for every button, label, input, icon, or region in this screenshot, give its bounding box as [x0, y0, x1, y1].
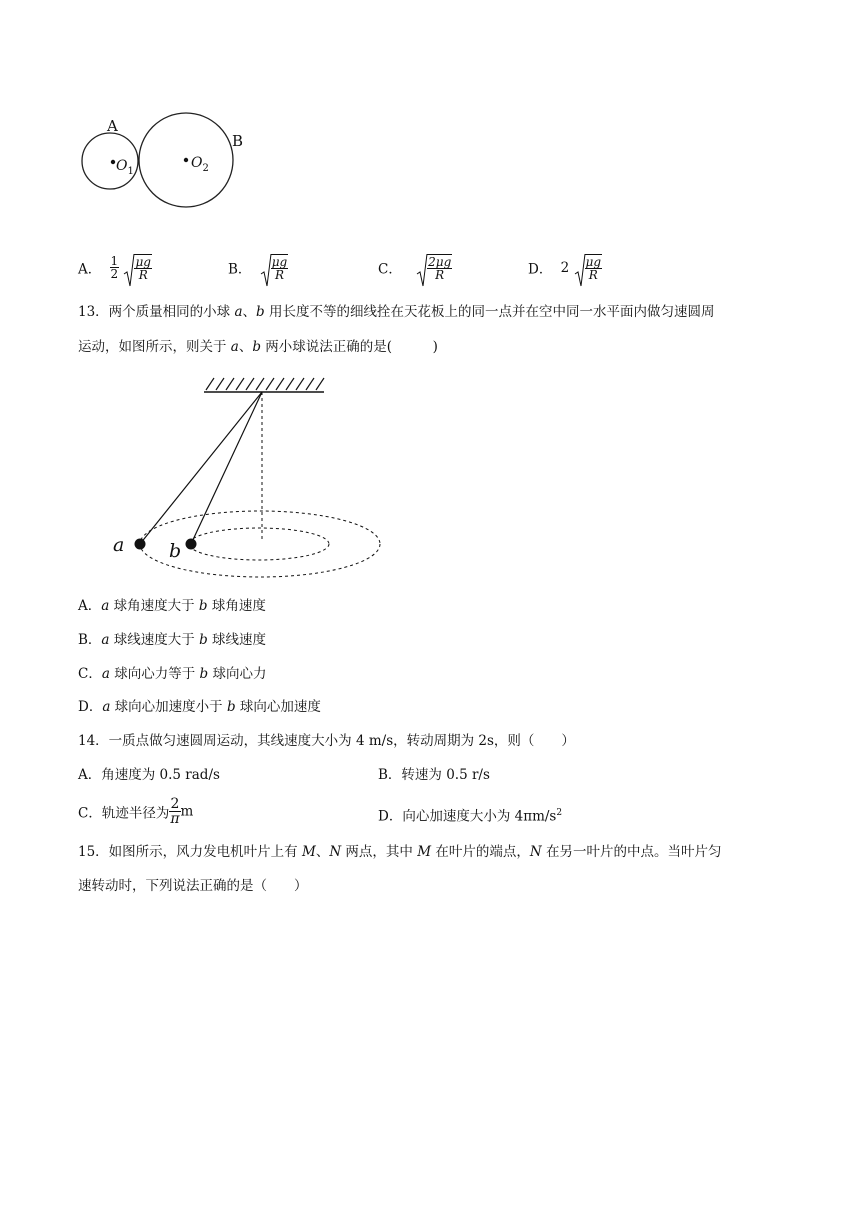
- radical-sign-icon: [416, 252, 428, 290]
- radical: [123, 254, 151, 281]
- q15-stem-line2: 速转动时，下列说法正确的是（ ）: [78, 878, 308, 894]
- radical-numerator: μg: [585, 255, 601, 269]
- coef-denominator: 2: [110, 267, 119, 281]
- circle-b-label: B: [232, 132, 244, 150]
- q12-option-d[interactable]: [528, 254, 602, 281]
- radical-denominator: R: [274, 268, 284, 282]
- q13-option-a[interactable]: A．a 球角速度大于 b 球角速度: [78, 598, 266, 614]
- option-letter: D．: [528, 261, 553, 278]
- q13-option-d[interactable]: D．a 球向心加速度小于 b 球向心加速度: [78, 699, 321, 715]
- q13-option-c[interactable]: C．a 球向心力等于 b 球向心力: [78, 666, 267, 682]
- ball-b: [186, 539, 197, 550]
- q13-stem-line2: 运动，如图所示，则关于 a、b 两小球说法正确的是( ): [78, 339, 438, 355]
- q12-option-a[interactable]: [78, 254, 152, 281]
- center-o2-label: $O_2$: [191, 155, 209, 174]
- radical-denominator: R: [138, 268, 148, 282]
- coefficient: 2: [560, 259, 570, 276]
- radical: [260, 254, 288, 281]
- tangent-circles-diagram: [76, 112, 256, 212]
- q14-stem: 14．一质点做匀速圆周运动，其线速度大小为 4 m/s，转动周期为 2s，则（ ）: [78, 733, 575, 749]
- radical-denominator: R: [435, 268, 445, 282]
- radical: [416, 254, 452, 281]
- q13-stem-line1: 13．两个质量相同的小球 a、b 用长度不等的细线拴在天花板上的同一点并在空中同一水平面内做匀速圆周: [78, 304, 715, 320]
- radical-denominator: R: [588, 268, 598, 282]
- radical-sign-icon: [260, 252, 272, 290]
- q15-stem-line1: 15．如图所示，风力发电机叶片上有 M、N 两点，其中 M 在叶片的端点，N 在另一叶片的中点。当叶片匀: [78, 844, 722, 860]
- center-o1-dot: [111, 160, 115, 164]
- radius-fraction: $\frac{2}{\pi}$: [170, 796, 180, 827]
- ceiling-hatch: [206, 378, 324, 390]
- radical: [574, 254, 602, 281]
- orbit-b-dashed: [189, 528, 329, 560]
- q13-option-b[interactable]: B．a 球线速度大于 b 球线速度: [78, 632, 267, 648]
- option-letter: B．: [228, 261, 252, 278]
- q12-figure: [76, 112, 256, 212]
- option-letter: C．: [378, 261, 402, 278]
- circle-a-label: A: [107, 117, 118, 135]
- radical-numerator: 2μg: [428, 255, 452, 269]
- center-o1-label: $O_1$: [116, 158, 134, 177]
- q12-option-c[interactable]: [378, 254, 452, 281]
- radical-numerator: μg: [271, 255, 288, 269]
- ball-a: [135, 539, 146, 550]
- coefficient-fraction: [110, 255, 120, 280]
- center-o2-dot: [184, 158, 188, 162]
- q14-option-c[interactable]: C．轨迹半径为 $\frac{2}{\pi}$ m: [78, 796, 194, 827]
- q14-option-a[interactable]: A．角速度为 0.5 rad/s: [78, 767, 220, 783]
- ball-b-label: b: [169, 540, 182, 562]
- coef-numerator: 1: [110, 254, 119, 268]
- radical-numerator: μg: [135, 255, 151, 269]
- radical-sign-icon: [123, 252, 135, 290]
- q12-option-b[interactable]: [228, 254, 288, 281]
- q14-option-b[interactable]: B．转速为 0.5 r/s: [378, 767, 490, 783]
- conical-pendulum-diagram: [100, 370, 400, 585]
- q13-figure: [100, 370, 400, 585]
- radical-sign-icon: [574, 252, 586, 290]
- q14-option-d[interactable]: D．向心加速度大小为 $4\pi m/s^2$: [378, 808, 563, 825]
- option-letter: A．: [78, 261, 102, 278]
- ball-a-label: a: [113, 534, 125, 556]
